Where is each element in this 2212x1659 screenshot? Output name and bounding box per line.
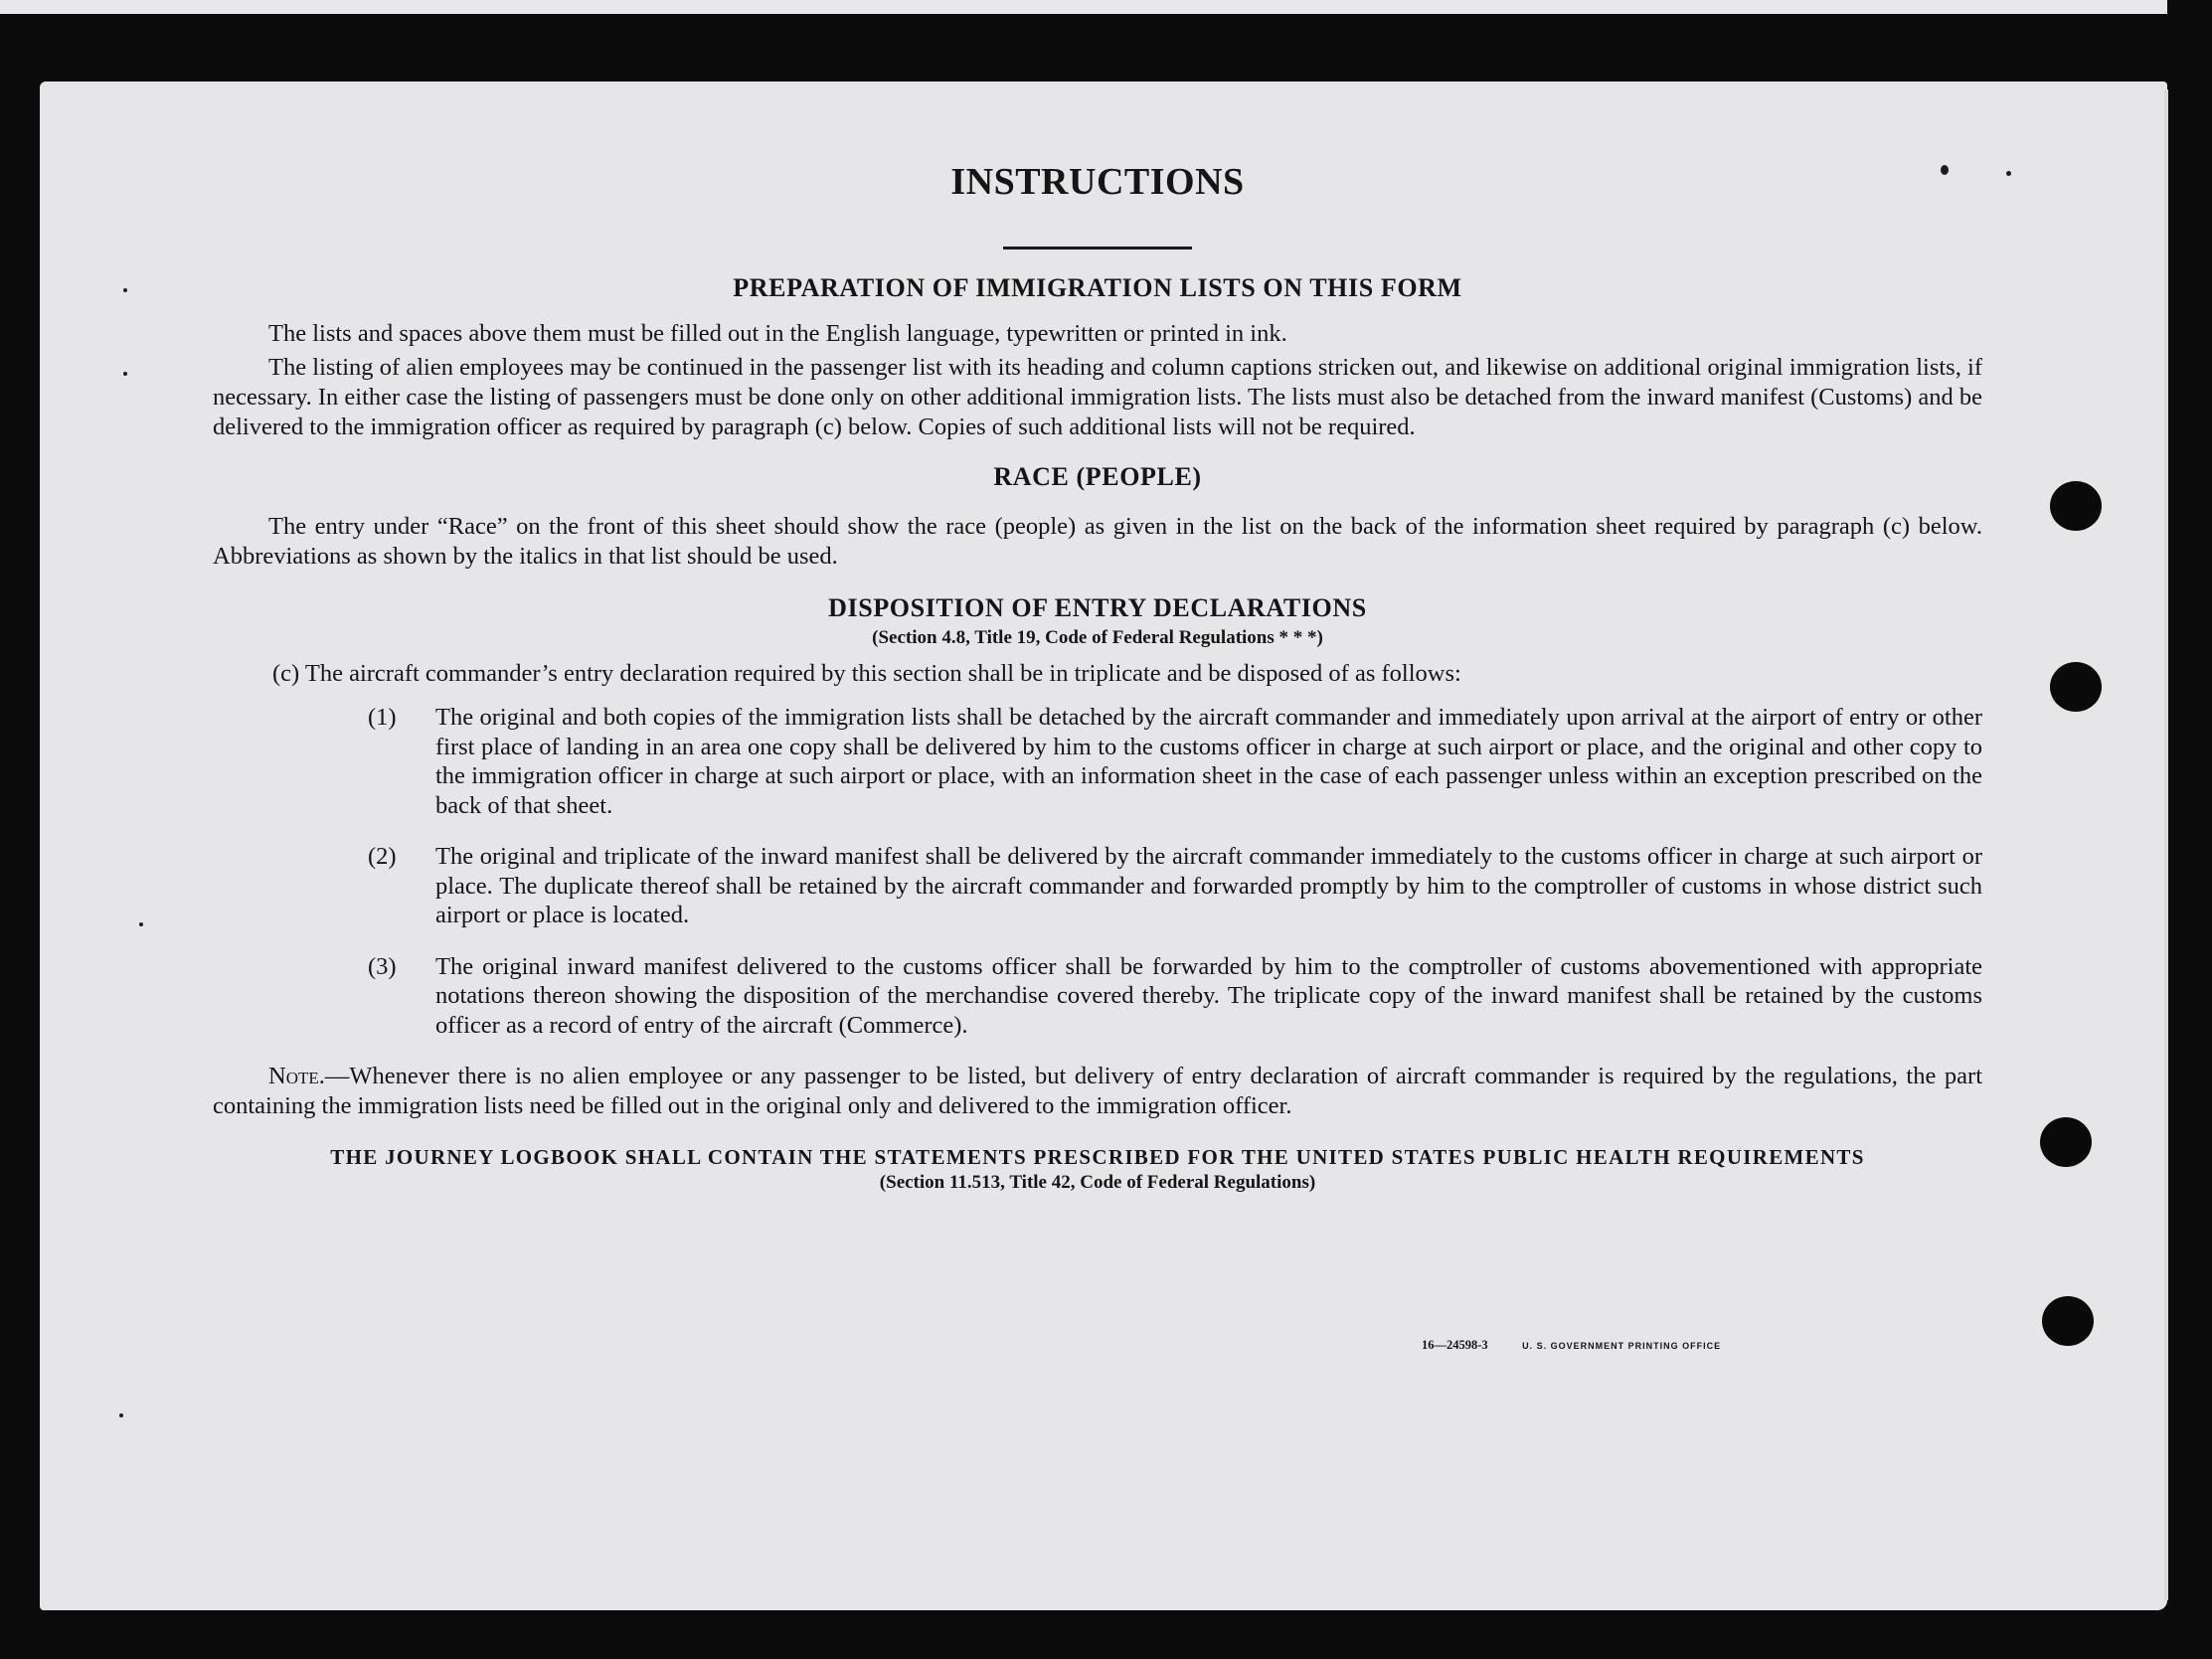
form-code: 16—24598-3 (1422, 1338, 1488, 1352)
punch-hole (2040, 1117, 2092, 1167)
printer-imprint: U. S. GOVERNMENT PRINTING OFFICE (1522, 1341, 1722, 1351)
printer-footer (1422, 1336, 1721, 1354)
previous-page-edge (0, 0, 2167, 14)
list-item (368, 703, 1982, 820)
item-text: The original inward manifest delivered to the customs officer shall be forwarded by him to the comptroller of customs abovementioned with appropriate notations thereon showing the disposition of the merchandise covered thereby. The triplicate copy of the inward manifest shall be retained by the customs officer as a record of entry of the aircraft (Commerce). (435, 952, 1982, 1039)
punch-hole (2042, 1296, 2094, 1346)
logbook-heading: THE JOURNEY LOGBOOK SHALL CONTAIN THE STATEMENTS PRESCRIBED FOR THE UNITED STATES PUBLIC HEALTH REQUIREMENTS (330, 1145, 1865, 1169)
paragraph-race: The entry under “Race” on the front of this sheet should show the race (people) as given in the list on the back of the information sheet required by paragraph (c) below. Abbreviations as shown by the italics in that list should be used. (213, 513, 1982, 570)
heading-disposition: DISPOSITION OF ENTRY DECLARATIONS (828, 593, 1367, 622)
list-item (368, 842, 1982, 930)
list-item (368, 952, 1982, 1041)
scan-speck (123, 288, 127, 292)
item-number: (3) (368, 952, 397, 980)
scan-speck (119, 1413, 123, 1417)
paragraph-language: The lists and spaces above them must be filled out in the English language, typewritten or printed in ink. (268, 320, 1287, 347)
disposition-citation: (Section 4.8, Title 19, Code of Federal Regulations * * *) (872, 627, 1323, 648)
logbook-citation: (Section 11.513, Title 42, Code of Federal Regulations) (879, 1172, 1316, 1193)
note-paragraph (213, 1062, 1982, 1121)
title-underline (1003, 247, 1192, 249)
clause-c: (c) The aircraft commander’s entry declaration required by this section shall be in triplicate and be disposed of as follows: (272, 660, 1461, 687)
instruction-sheet (40, 82, 2167, 1610)
heading-race: RACE (PEOPLE) (993, 462, 1202, 491)
item-number: (2) (368, 843, 397, 870)
punch-hole (2050, 481, 2102, 531)
page-title: INSTRUCTIONS (950, 161, 1245, 203)
paragraph-alien-employees: The listing of alien employees may be continued in the passenger list with its heading and column captions stricken out, and likewise on additional original immigration lists, if necessary. In either case the listing of passengers must be done only on other additional immigration lists. The lists must also be detached from the inward manifest (Customs) and be delivered to the immigration officer as required by paragraph (c) below. Copies of such additional lists will not be required. (213, 354, 1982, 440)
scan-speck (2006, 171, 2011, 176)
sheet-content (213, 151, 1982, 1194)
item-text: The original and triplicate of the inward manifest shall be delivered by the aircraft commander immediately to the customs officer in charge at such airport or place. The duplicate thereof shall be retained by the aircraft commander and forwarded promptly by him to the comptroller of customs in whose district such airport or place is located. (435, 843, 1982, 928)
item-number: (1) (368, 704, 397, 731)
sheet-edge (2164, 89, 2168, 1600)
heading-preparation: PREPARATION OF IMMIGRATION LISTS ON THIS FORM (733, 273, 1462, 302)
scan-speck (1941, 165, 1949, 175)
note-label: Note. (268, 1063, 325, 1089)
scan-speck (139, 922, 143, 926)
scan-speck (123, 372, 127, 376)
punch-hole (2050, 662, 2102, 712)
note-text: —Whenever there is no alien employee or any passenger to be listed, but delivery of entry declaration of aircraft commander is required by the regulations, the part containing the immigration lists need be filled out in the original only and delivered to the immigration officer. (213, 1063, 1982, 1119)
item-text: The original and both copies of the immigration lists shall be detached by the aircraft commander and immediately upon arrival at the airport of entry or other first place of landing in an area one copy shall be delivered by him to the customs officer in charge at such airport or place, and the original and other copy to the immigration officer in charge at such airport or place, with an information sheet in the case of each passenger unless within an exception prescribed on the back of that sheet. (435, 704, 1982, 819)
